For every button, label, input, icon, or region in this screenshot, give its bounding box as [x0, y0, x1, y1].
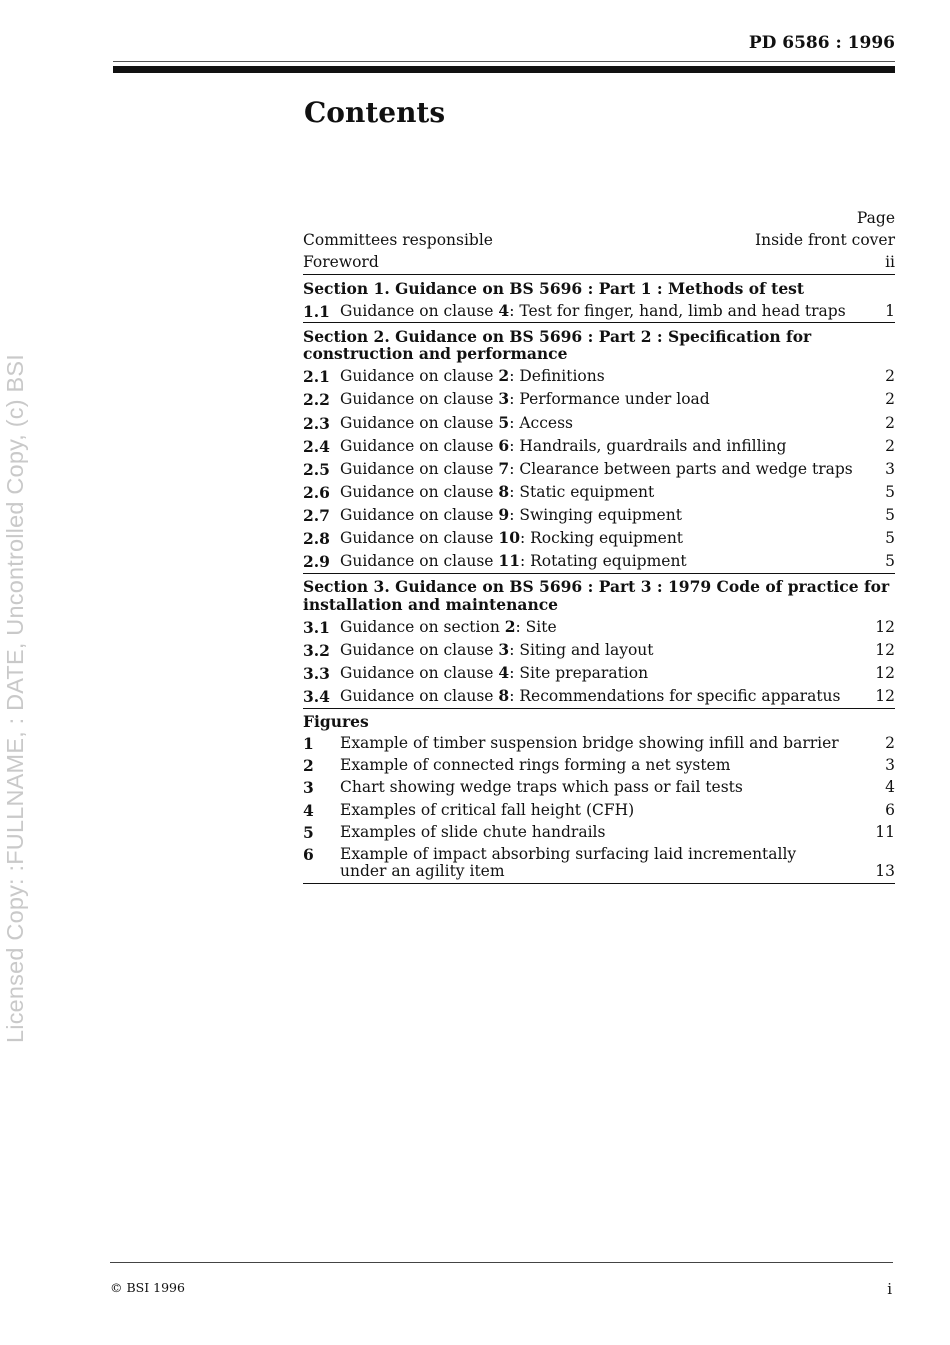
- page-column-heading: Page: [856, 209, 895, 228]
- toc-entry-prefix: Guidance on clause: [340, 663, 499, 682]
- toc-entry[interactable]: [303, 299, 895, 323]
- toc-entry-title: : Swinging equipment: [509, 505, 682, 524]
- toc-entry-title: : Definitions: [509, 367, 605, 386]
- toc-entry-title: : Rotating equipment: [519, 552, 687, 571]
- figure-title: Example of timber suspension bridge showing infill and barrier: [340, 734, 839, 753]
- toc-entry-prefix: Guidance on clause: [340, 436, 499, 455]
- figure-number: 6: [303, 844, 314, 864]
- section-heading[interactable]: [303, 275, 895, 299]
- toc-entry-text: [340, 483, 861, 502]
- figure-number: 3: [303, 778, 314, 798]
- toc-entry-title: : Static equipment: [509, 482, 655, 501]
- clause-ref: 4: [498, 300, 510, 320]
- figure-number: 4: [303, 800, 314, 820]
- toc-entry-prefix: Guidance on clause: [340, 505, 499, 524]
- toc-entry[interactable]: [303, 550, 895, 574]
- toc-entry-prefix: Guidance on clause: [340, 687, 499, 706]
- toc-entry[interactable]: [303, 527, 895, 550]
- section-heading[interactable]: [303, 709, 895, 733]
- toc-entry[interactable]: [303, 457, 895, 480]
- toc-entry-text: Foreword: [303, 253, 379, 272]
- toc-entry-number: 3.1: [303, 617, 330, 637]
- toc-entry-page: 3: [885, 459, 895, 478]
- toc-entry-text: [340, 506, 861, 525]
- toc-entry-number: 2.5: [303, 459, 330, 479]
- toc-entry-text: [340, 641, 861, 660]
- figure-page: 11: [875, 822, 895, 841]
- toc-entry-page: 5: [885, 529, 895, 548]
- clause-ref: 8: [498, 481, 510, 501]
- clause-ref: 11: [498, 551, 520, 571]
- toc-entry[interactable]: [303, 365, 895, 388]
- toc-entry[interactable]: [303, 504, 895, 527]
- toc-entry-text: [340, 552, 861, 571]
- license-watermark: Licensed Copy: :FULLNAME, : DATE, Uncontrolled Copy, (c) BSI: [2, 354, 28, 1043]
- toc-entry-number: 2.2: [303, 390, 330, 410]
- toc-entry-text: [340, 687, 861, 706]
- toc-entry-prefix: Guidance on clause: [340, 390, 499, 409]
- clause-ref: 3: [498, 389, 510, 409]
- toc-entry[interactable]: [303, 481, 895, 504]
- toc-entry-title: : Recommendations for specific apparatus: [509, 687, 841, 706]
- figure-number: 5: [303, 822, 314, 842]
- toc-entry-page: 2: [885, 390, 895, 409]
- toc-entry-number: 2.1: [303, 367, 330, 387]
- toc-entry-prefix: Guidance on clause: [340, 552, 499, 571]
- toc-entry-title: : Performance under load: [509, 390, 710, 409]
- toc-entry-text: [340, 390, 861, 409]
- toc-entry-prefix: Guidance on clause: [340, 367, 499, 386]
- toc-entry-title: : Clearance between parts and wedge traps: [509, 459, 853, 478]
- toc-entry[interactable]: [303, 434, 895, 457]
- clause-ref: 2: [498, 366, 510, 386]
- toc-entry-text: [340, 414, 861, 433]
- clause-ref: 2: [504, 616, 516, 636]
- section-1-heading: Section 1. Guidance on BS 5696 : Part 1 : Methods of test: [303, 278, 805, 298]
- section-heading[interactable]: [303, 323, 895, 365]
- figure-title: Example of impact absorbing surfacing laid incrementally under an agility item: [340, 844, 797, 881]
- figure-entry[interactable]: [303, 799, 895, 821]
- toc-entry[interactable]: [303, 388, 895, 411]
- toc-entry-number: 2.6: [303, 482, 330, 502]
- figure-title: Examples of slide chute handrails: [340, 822, 606, 841]
- toc-entry-page: 12: [875, 640, 895, 659]
- clause-ref: 4: [498, 662, 510, 682]
- section-3-heading: Section 3. Guidance on BS 5696 : Part 3 : 1979 Code of practice for installation and maintenance: [303, 577, 890, 614]
- toc-entry-title: : Access: [509, 413, 573, 432]
- toc-entry[interactable]: [303, 639, 895, 662]
- clause-ref: 6: [498, 435, 510, 455]
- clause-ref: 9: [498, 504, 510, 524]
- clause-ref: 7: [498, 458, 510, 478]
- toc-entry-text: Committees responsible: [303, 231, 493, 250]
- toc-entry-text: [340, 302, 861, 321]
- toc-entry-page: 2: [885, 367, 895, 386]
- toc-entry-title: : Site: [515, 617, 557, 636]
- toc-entry-prefix: Guidance on clause: [340, 640, 499, 659]
- page-title: Contents: [304, 96, 446, 129]
- toc-entry-page: 12: [875, 663, 895, 682]
- figure-title: Chart showing wedge traps which pass or fail tests: [340, 778, 743, 797]
- figures-heading: Figures: [303, 712, 369, 732]
- header-rule-thick: [113, 66, 895, 73]
- toc-entry-number: 3.2: [303, 640, 330, 660]
- figure-entry[interactable]: [303, 821, 895, 843]
- toc-entry-title: : Siting and layout: [509, 640, 654, 659]
- figure-number: 1: [303, 734, 314, 754]
- toc-entry-prefix: Guidance on clause: [340, 301, 499, 320]
- toc-entry-page: 2: [885, 436, 895, 455]
- figure-entry[interactable]: [303, 777, 895, 799]
- toc-entry-page: 12: [875, 687, 895, 706]
- figure-page: 13: [875, 862, 895, 881]
- page-number: i: [887, 1280, 892, 1298]
- toc-entry[interactable]: [303, 616, 895, 639]
- section-2-heading: Section 2. Guidance on BS 5696 : Part 2 : Specification for construction and performance: [303, 326, 812, 364]
- toc-entry-text: [340, 437, 861, 456]
- clause-ref: 8: [498, 686, 510, 706]
- toc-entry-text: [340, 529, 861, 548]
- figure-entry[interactable]: [303, 733, 895, 755]
- section-heading[interactable]: [303, 574, 895, 616]
- toc-entry[interactable]: [303, 252, 895, 275]
- toc-entry-text: [340, 618, 861, 637]
- footer-rule: [110, 1262, 893, 1263]
- toc-entry-page: Inside front cover: [754, 231, 895, 250]
- toc-entry-number: 3.3: [303, 663, 330, 683]
- toc-entry-page: 5: [885, 482, 895, 501]
- toc-entry-prefix: Guidance on clause: [340, 413, 499, 432]
- toc-entry-number: 2.8: [303, 529, 330, 549]
- toc-entry-prefix: Guidance on section: [340, 617, 505, 636]
- toc-entry-page: ii: [885, 253, 895, 272]
- toc-entry[interactable]: [303, 685, 895, 709]
- clause-ref: 5: [498, 412, 510, 432]
- toc-entry-text: [340, 460, 861, 479]
- toc-entry-number: 1.1: [303, 301, 330, 321]
- toc-entry-number: 2.4: [303, 436, 330, 456]
- toc-entry-number: 2.7: [303, 505, 330, 525]
- figure-number: 2: [303, 756, 314, 776]
- copyright-notice: © BSI 1996: [110, 1280, 185, 1295]
- toc-entry[interactable]: [303, 230, 895, 252]
- header-rule-thin: [113, 61, 895, 62]
- toc-entry-title: : Rocking equipment: [519, 529, 684, 548]
- toc-entry-title: : Site preparation: [509, 663, 649, 682]
- toc-entry-prefix: Guidance on clause: [340, 529, 499, 548]
- figure-page: 6: [885, 800, 895, 819]
- clause-ref: 3: [498, 639, 510, 659]
- toc-entry-page: 5: [885, 505, 895, 524]
- toc-entry-page: 1: [885, 301, 895, 320]
- toc-entry-text: [340, 664, 861, 683]
- toc-entry-page: 12: [875, 617, 895, 636]
- toc-entry-number: 2.9: [303, 552, 330, 572]
- toc-entry-title: : Test for finger, hand, limb and head traps: [509, 301, 846, 320]
- toc-entry-title: : Handrails, guardrails and infilling: [509, 436, 787, 455]
- figure-entry[interactable]: [303, 843, 895, 884]
- figure-entry[interactable]: [303, 755, 895, 777]
- toc-entry[interactable]: [303, 411, 895, 434]
- document-id: PD 6586 : 1996: [748, 33, 895, 53]
- toc-entry-number: 3.4: [303, 687, 330, 707]
- figure-title: Examples of critical fall height (CFH): [340, 800, 635, 819]
- figure-title: Example of connected rings forming a net system: [340, 756, 731, 775]
- figure-page: 3: [885, 756, 895, 775]
- page-column-heading-row: [303, 208, 895, 230]
- toc-entry-number: 2.3: [303, 413, 330, 433]
- figure-page: 4: [885, 778, 895, 797]
- toc-entry-page: 2: [885, 413, 895, 432]
- table-of-contents: [303, 208, 895, 884]
- toc-entry-text: [340, 367, 861, 386]
- clause-ref: 10: [498, 528, 520, 548]
- figure-page: 2: [885, 734, 895, 753]
- toc-entry-prefix: Guidance on clause: [340, 459, 499, 478]
- toc-entry-page: 5: [885, 552, 895, 571]
- toc-entry-prefix: Guidance on clause: [340, 482, 499, 501]
- toc-entry[interactable]: [303, 662, 895, 685]
